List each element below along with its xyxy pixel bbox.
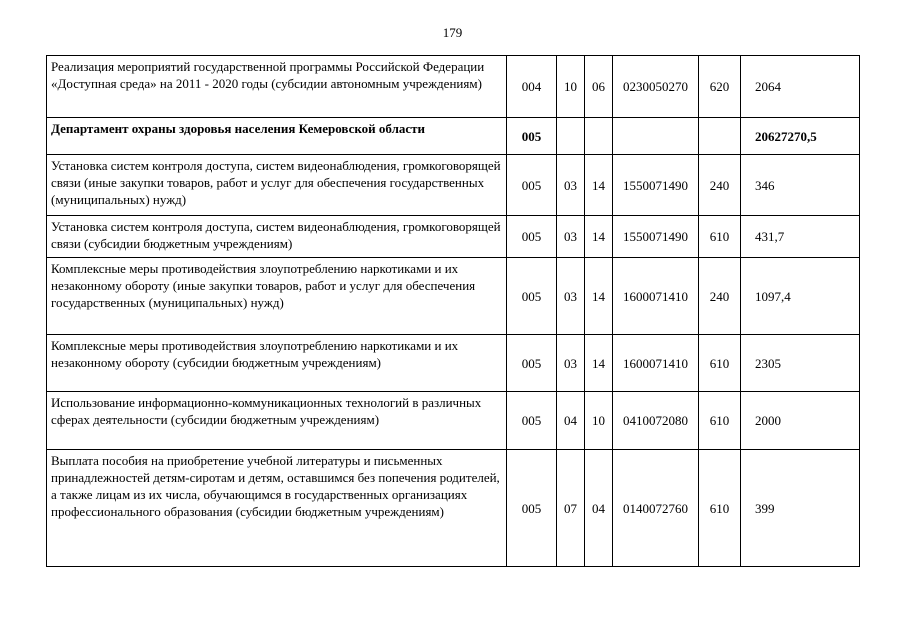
expense-type-code: 610	[699, 392, 741, 450]
row-name: Установка систем контроля доступа, систем видеонаблюдения, громкоговорящей связи (иные закупки товаров, работ и услуг для обеспечения государственных (муниципальных) нужд)	[47, 155, 507, 216]
page-number: 179	[442, 25, 463, 40]
amount: 346	[741, 155, 860, 216]
target-article-code: 0230050270	[613, 56, 699, 118]
subsection-code: 06	[585, 56, 613, 118]
table-row	[47, 450, 860, 567]
expense-type-code	[699, 118, 741, 155]
table-row	[47, 335, 860, 392]
amount: 2064	[741, 56, 860, 118]
section-code: 04	[557, 392, 585, 450]
amount: 20627270,5	[741, 118, 860, 155]
expense-type-code: 610	[699, 216, 741, 258]
section-code: 03	[557, 258, 585, 335]
amount: 431,7	[741, 216, 860, 258]
table-row	[47, 56, 860, 118]
row-name: Департамент охраны здоровья населения Кемеровской области	[47, 118, 507, 155]
expense-type-code: 240	[699, 258, 741, 335]
subsection-code: 14	[585, 335, 613, 392]
subsection-code	[585, 118, 613, 155]
target-article-code	[613, 118, 699, 155]
expense-type-code: 240	[699, 155, 741, 216]
subsection-code: 14	[585, 155, 613, 216]
subsection-code: 14	[585, 258, 613, 335]
budget-table	[46, 55, 860, 567]
section-code: 10	[557, 56, 585, 118]
amount: 2305	[741, 335, 860, 392]
row-name: Комплексные меры противодействия злоупотреблению наркотиками и их незаконному обороту (субсидии бюджетным учреждениям)	[47, 335, 507, 392]
table-row	[47, 155, 860, 216]
row-name: Использование информационно-коммуникационных технологий в различных сферах деятельности (субсидии бюджетным учреждениям)	[47, 392, 507, 450]
ved-code: 005	[507, 216, 557, 258]
table-row	[47, 392, 860, 450]
amount: 1097,4	[741, 258, 860, 335]
subsection-code: 10	[585, 392, 613, 450]
section-code: 03	[557, 155, 585, 216]
section-code: 03	[557, 216, 585, 258]
ved-code: 005	[507, 450, 557, 567]
row-name: Установка систем контроля доступа, систем видеонаблюдения, громкоговорящей связи (субсидии бюджетным учреждениям)	[47, 216, 507, 258]
ved-code: 005	[507, 155, 557, 216]
amount: 399	[741, 450, 860, 567]
subsection-code: 14	[585, 216, 613, 258]
row-name: Выплата пособия на приобретение учебной литературы и письменных принадлежностей детям-сиротам и детям, оставшимся без попечения родителей, а также лицам из их числа, обучающимся в государственных организациях профессионального образования (субсидии бюджетным учреждениям)	[47, 450, 507, 567]
table-row	[47, 118, 860, 155]
row-name: Комплексные меры противодействия злоупотреблению наркотиками и их незаконному обороту (иные закупки товаров, работ и услуг для обеспечения государственных (муниципальных) нужд)	[47, 258, 507, 335]
section-code: 03	[557, 335, 585, 392]
ved-code: 005	[507, 258, 557, 335]
expense-type-code: 610	[699, 335, 741, 392]
ved-code: 005	[507, 335, 557, 392]
target-article-code: 1600071410	[613, 335, 699, 392]
target-article-code: 1550071490	[613, 155, 699, 216]
expense-type-code: 610	[699, 450, 741, 567]
target-article-code: 1600071410	[613, 258, 699, 335]
ved-code: 005	[507, 392, 557, 450]
table-row	[47, 216, 860, 258]
table-row	[47, 258, 860, 335]
section-code: 07	[557, 450, 585, 567]
ved-code: 004	[507, 56, 557, 118]
section-code	[557, 118, 585, 155]
target-article-code: 0140072760	[613, 450, 699, 567]
ved-code: 005	[507, 118, 557, 155]
row-name: Реализация мероприятий государственной программы Российской Федерации «Доступная среда» на 2011 - 2020 годы (субсидии автономным учреждениям)	[47, 56, 507, 118]
subsection-code: 04	[585, 450, 613, 567]
amount: 2000	[741, 392, 860, 450]
target-article-code: 1550071490	[613, 216, 699, 258]
target-article-code: 0410072080	[613, 392, 699, 450]
expense-type-code: 620	[699, 56, 741, 118]
